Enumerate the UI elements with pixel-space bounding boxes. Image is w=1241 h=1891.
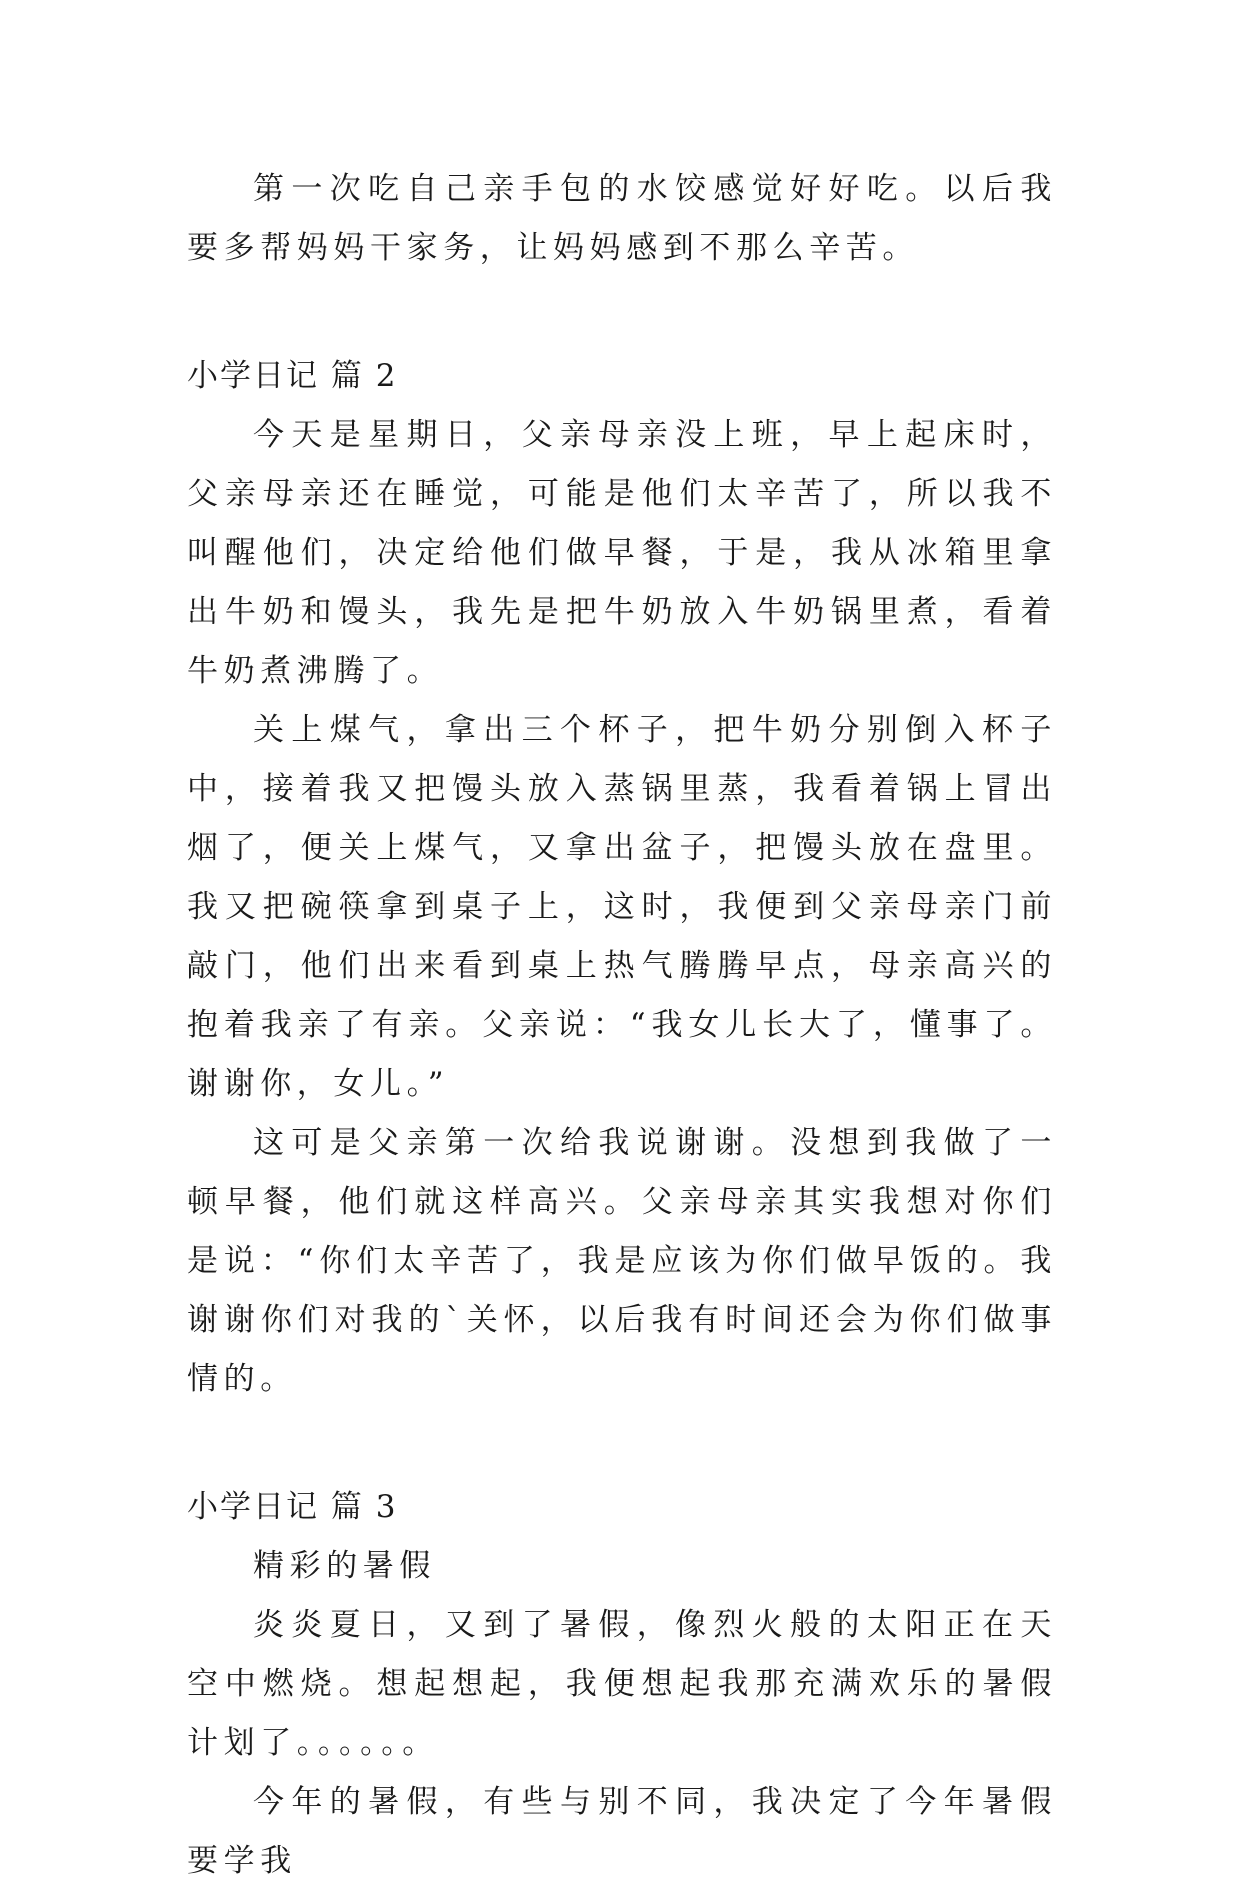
section-2-paragraph-3: 这可是父亲第一次给我说谢谢。没想到我做了一顿早餐，他们就这样高兴。父亲母亲其实我想对你们是说：“你们太辛苦了，我是应该为你们做早饭的。我谢谢你们对我的`关怀，以后我有时间还会为你们做事情的。 bbox=[187, 1125, 1057, 1397]
section-3-heading: 小学日记 篇 3 bbox=[187, 1489, 398, 1525]
section-spacer bbox=[187, 1409, 1057, 1478]
section-3-subtitle: 精彩的暑假 bbox=[253, 1548, 436, 1584]
section-spacer bbox=[187, 278, 1057, 347]
section-3-paragraph-1: 炎炎夏日，又到了暑假，像烈火般的太阳正在天空中燃烧。想起想起，我便想起我那充满欢乐的暑假计划了。。。。。。 bbox=[187, 1607, 1057, 1761]
section-2-paragraph-1: 今天是星期日，父亲母亲没上班，早上起床时，父亲母亲还在睡觉，可能是他们太辛苦了，所以我不叫醒他们，决定给他们做早餐，于是，我从冰箱里拿出牛奶和馒头，我先是把牛奶放入牛奶锅里煮，看着牛奶煮沸腾了。 bbox=[187, 417, 1057, 689]
document-body bbox=[187, 160, 1057, 1891]
section-2-heading: 小学日记 篇 2 bbox=[187, 358, 398, 394]
section-2-paragraph-2: 关上煤气，拿出三个杯子，把牛奶分别倒入杯子中，接着我又把馒头放入蒸锅里蒸，我看着锅上冒出烟了，便关上煤气，又拿出盆子，把馒头放在盘里。我又把碗筷拿到桌子上，这时，我便到父亲母亲门前敲门，他们出来看到桌上热气腾腾早点，母亲高兴的抱着我亲了有亲。父亲说：“我女儿长大了，懂事了。谢谢你，女儿。” bbox=[187, 712, 1057, 1102]
intro-paragraph: 第一次吃自己亲手包的水饺感觉好好吃。以后我要多帮妈妈干家务，让妈妈感到不那么辛苦。 bbox=[187, 171, 1057, 266]
section-3-paragraph-2: 今年的暑假，有些与别不同，我决定了今年暑假要学我 bbox=[187, 1784, 1057, 1879]
